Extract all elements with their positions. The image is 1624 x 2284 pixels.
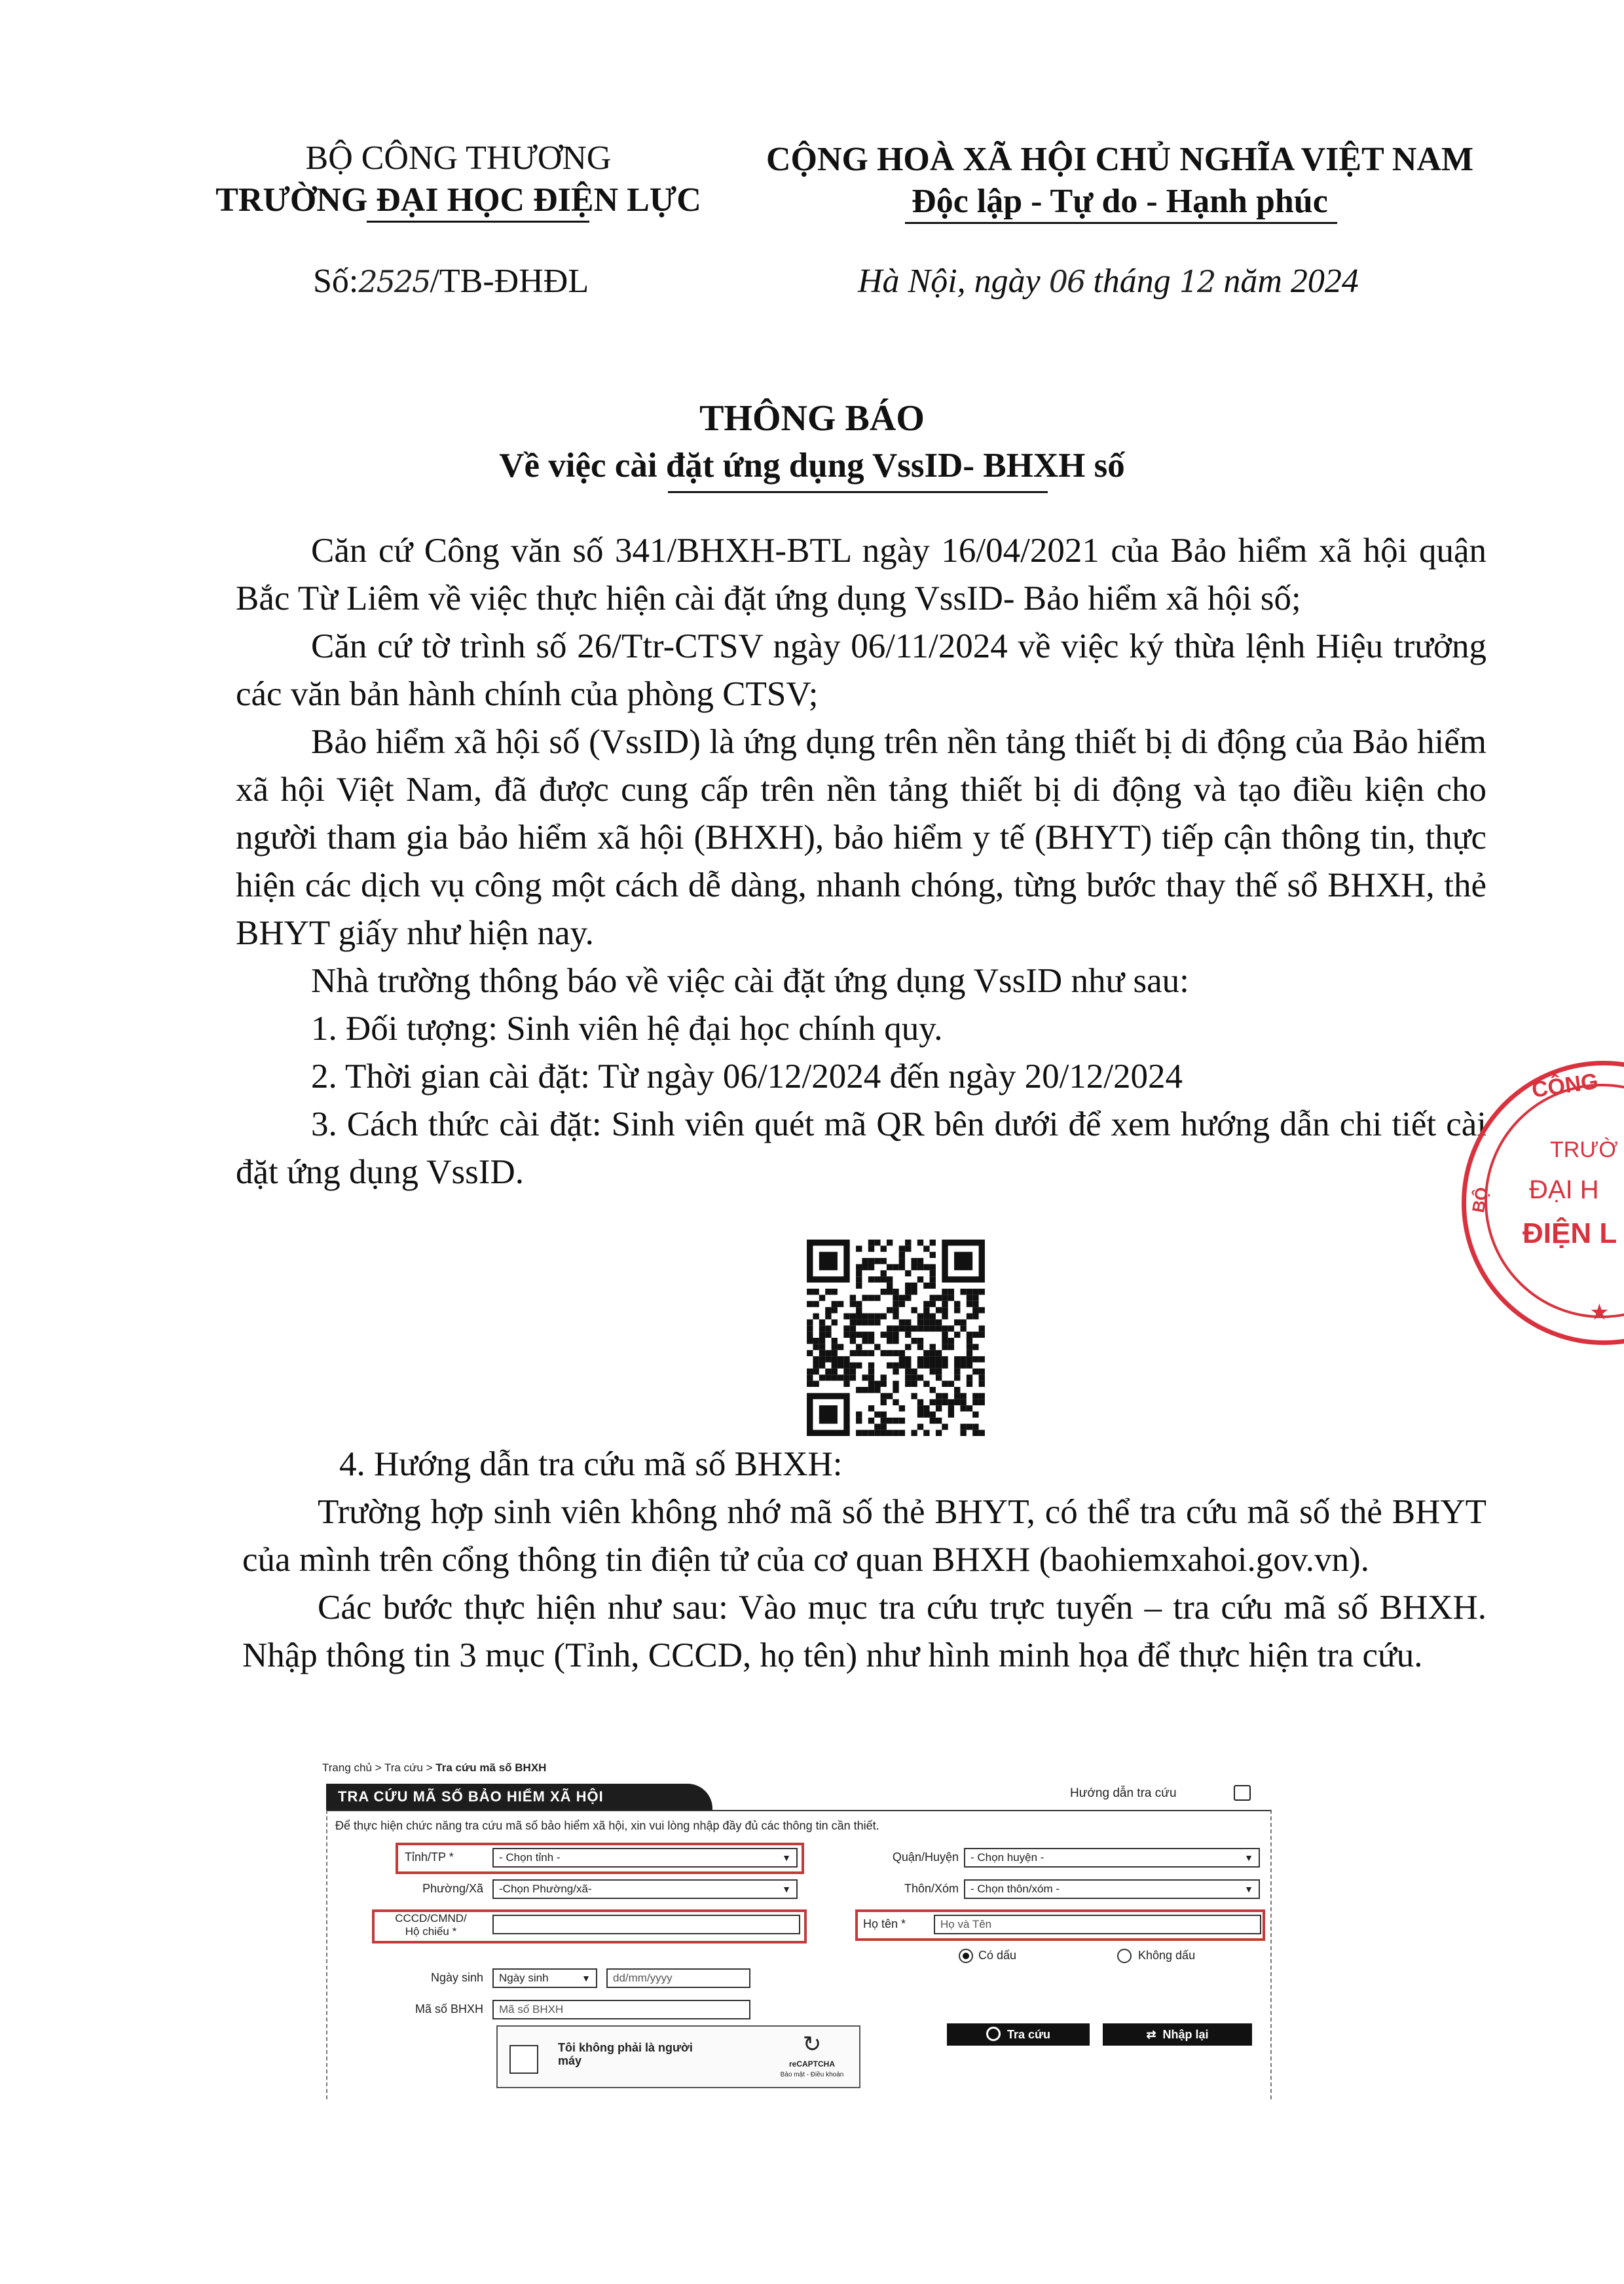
breadcrumb-home[interactable]: Trang chủ > xyxy=(322,1761,382,1774)
document-number: Số:2525/TB-ĐHĐL xyxy=(313,263,589,300)
province-label: Tỉnh/TP * xyxy=(405,1851,454,1864)
place-date: Hà Nội, ngày 06 tháng 12 năm 2024 xyxy=(858,263,1359,300)
ssn-label: Mã số BHXH xyxy=(415,2002,483,2016)
qr-code[interactable] xyxy=(807,1240,985,1436)
handwritten-day: 06 xyxy=(1048,264,1085,299)
dob-input[interactable]: dd/mm/yyyy xyxy=(606,1968,750,1988)
search-button[interactable]: Tra cứu xyxy=(947,2023,1090,2046)
handwritten-month: 12 xyxy=(1179,264,1215,299)
document-title: THÔNG BÁO xyxy=(699,398,925,439)
ward-select[interactable]: -Chọn Phường/xã- ▼ xyxy=(492,1879,798,1899)
breadcrumb xyxy=(322,1761,546,1775)
motto-underline xyxy=(905,222,1337,224)
lookup-guide-link[interactable]: Hướng dẫn tra cứu xyxy=(1070,1786,1177,1800)
breadcrumb-current: Tra cứu mã số BHXH xyxy=(435,1761,547,1774)
document-subtitle: Về việc cài đặt ứng dụng VssID- BHXH số xyxy=(499,447,1125,485)
village-select[interactable]: - Chọn thôn/xóm - ▼ xyxy=(964,1879,1260,1899)
recaptcha-logo-icon: ↻ xyxy=(802,2032,822,2057)
id-number-input[interactable] xyxy=(492,1915,800,1934)
district-label: Quận/Huyện xyxy=(892,1851,959,1864)
province-select[interactable]: - Chọn tỉnh - ▼ xyxy=(492,1848,798,1868)
dob-label: Ngày sinh xyxy=(430,1971,483,1984)
accent-on-label: Có dấu xyxy=(978,1949,1017,1962)
refresh-icon: ⇄ xyxy=(1146,2028,1156,2041)
accent-on-radio[interactable] xyxy=(959,1949,973,1963)
subtitle-underline xyxy=(668,491,1048,493)
dob-type-select[interactable]: Ngày sinh ▼ xyxy=(492,1968,597,1988)
paragraph-lookup-steps: Các bước thực hiện như sau: Vào mục tra cứu trực tuyến – tra cứu mã số BHXH. Nhập thông tin 3 mục (Tỉnh, CCCD, họ tên) như hình minh họa để thực hiện tra cứu. xyxy=(242,1589,1486,1674)
body-section-2 xyxy=(242,1441,1486,1680)
recaptcha-terms[interactable]: Bảo mật - Điều khoản xyxy=(780,2071,844,2078)
recaptcha-checkbox[interactable] xyxy=(509,2045,538,2074)
red-seal-stamp: CÔNG TRƯỜ ĐẠI H ĐIỆN L BỘ ★ xyxy=(1462,1061,1624,1345)
bhxh-lookup-screenshot xyxy=(320,1761,1276,2102)
list-item-time: 2. Thời gian cài đặt: Từ ngày 06/12/2024 đến ngày 20/12/2024 xyxy=(311,1058,1183,1096)
recaptcha-brand: reCAPTCHA xyxy=(788,2059,835,2069)
ward-label: Phường/Xã xyxy=(422,1882,483,1895)
school-name: TRƯỜNG ĐẠI HỌC ĐIỆN LỰC xyxy=(215,181,701,219)
list-item-target: 1. Đối tượng: Sinh viên hệ đại học chính quy. xyxy=(311,1010,943,1048)
list-item-method: 3. Cách thức cài đặt: Sinh viên quét mã QR bên dưới để xem hướng dẫn chi tiết cài đặt ứng dụng VssID. xyxy=(236,1105,1486,1191)
paragraph-legal-basis-1: Căn cứ Công văn số 341/BHXH-BTL ngày 16/04/2021 của Bảo hiểm xã hội quận Bắc Từ Liêm về việc thực hiện cài đặt ứng dụng VssID- Bảo hiểm xã hội số; xyxy=(236,532,1486,617)
reset-button[interactable]: ⇄ Nhập lại xyxy=(1103,2023,1252,2046)
handwritten-number: 2525 xyxy=(358,264,430,299)
district-select[interactable]: - Chọn huyện - ▼ xyxy=(964,1848,1260,1868)
id-label: CCCD/CMND/ Hộ chiếu * xyxy=(395,1912,467,1938)
paragraph-legal-basis-2: Căn cứ tờ trình số 26/Ttr-CTSV ngày 06/11/2024 về việc ký thừa lệnh Hiệu trưởng các văn bản hành chính của phòng CTSV; xyxy=(236,627,1486,713)
recaptcha-text: Tôi không phải là người máy xyxy=(558,2041,693,2067)
paragraph-lookup-case: Trường hợp sinh viên không nhớ mã số thẻ BHYT, có thể tra cứu mã số thẻ BHYT của mình trên cổng thông tin điện tử của cơ quan BHXH (baohiemxahoi.gov.vn). xyxy=(242,1493,1486,1579)
accent-off-radio[interactable] xyxy=(1117,1949,1132,1963)
ssn-input[interactable]: Mã số BHXH xyxy=(492,2000,750,2019)
recaptcha-widget xyxy=(496,2025,860,2088)
paragraph-vssid-intro: Bảo hiểm xã hội số (VssID) là ứng dụng trên nền tảng thiết bị di động của Bảo hiểm xã hội Việt Nam, đã được cung cấp trên nền tảng thiết bị di động và tạo điều kiện cho người tham gia bảo hiểm xã hội (BHXH), bảo hiểm y tế (BHYT) tiếp cận thông tin, thực hiện các dịch vụ công một cách dễ dàng, nhanh chóng, từng bước thay thế sổ BHXH, thẻ BHYT giấy như hiện nay. xyxy=(236,723,1486,952)
ministry-name: BỘ CÔNG THƯƠNG xyxy=(305,139,612,177)
name-label: Họ tên * xyxy=(863,1917,906,1930)
accent-off-label: Không dấu xyxy=(1138,1949,1196,1962)
heading-lookup-guide: 4. Hướng dẫn tra cứu mã số BHXH: xyxy=(339,1445,843,1483)
body-section-1 xyxy=(236,527,1486,1196)
guide-arrow-icon[interactable] xyxy=(1234,1785,1251,1801)
school-underline xyxy=(367,221,589,223)
paragraph-announcement: Nhà trường thông báo về việc cài đặt ứng dụng VssID như sau: xyxy=(311,962,1189,1000)
full-name-input[interactable]: Họ và Tên xyxy=(934,1915,1261,1934)
form-title-tab: TRA CỨU MÃ SỐ BẢO HIỂM XÃ HỘI xyxy=(326,1784,712,1810)
motto: Độc lập - Tự do - Hạnh phúc xyxy=(912,183,1328,220)
village-label: Thôn/Xóm xyxy=(904,1882,959,1895)
search-icon xyxy=(986,2027,1001,2041)
form-instruction: Để thực hiện chức năng tra cứu mã số bảo hiểm xã hội, xin vui lòng nhập đầy đủ các thông tin cần thiết. xyxy=(335,1819,879,1832)
breadcrumb-lookup[interactable]: Tra cứu > xyxy=(384,1761,433,1774)
country-name: CỘNG HOÀ XÃ HỘI CHỦ NGHĨA VIỆT NAM xyxy=(766,141,1474,178)
